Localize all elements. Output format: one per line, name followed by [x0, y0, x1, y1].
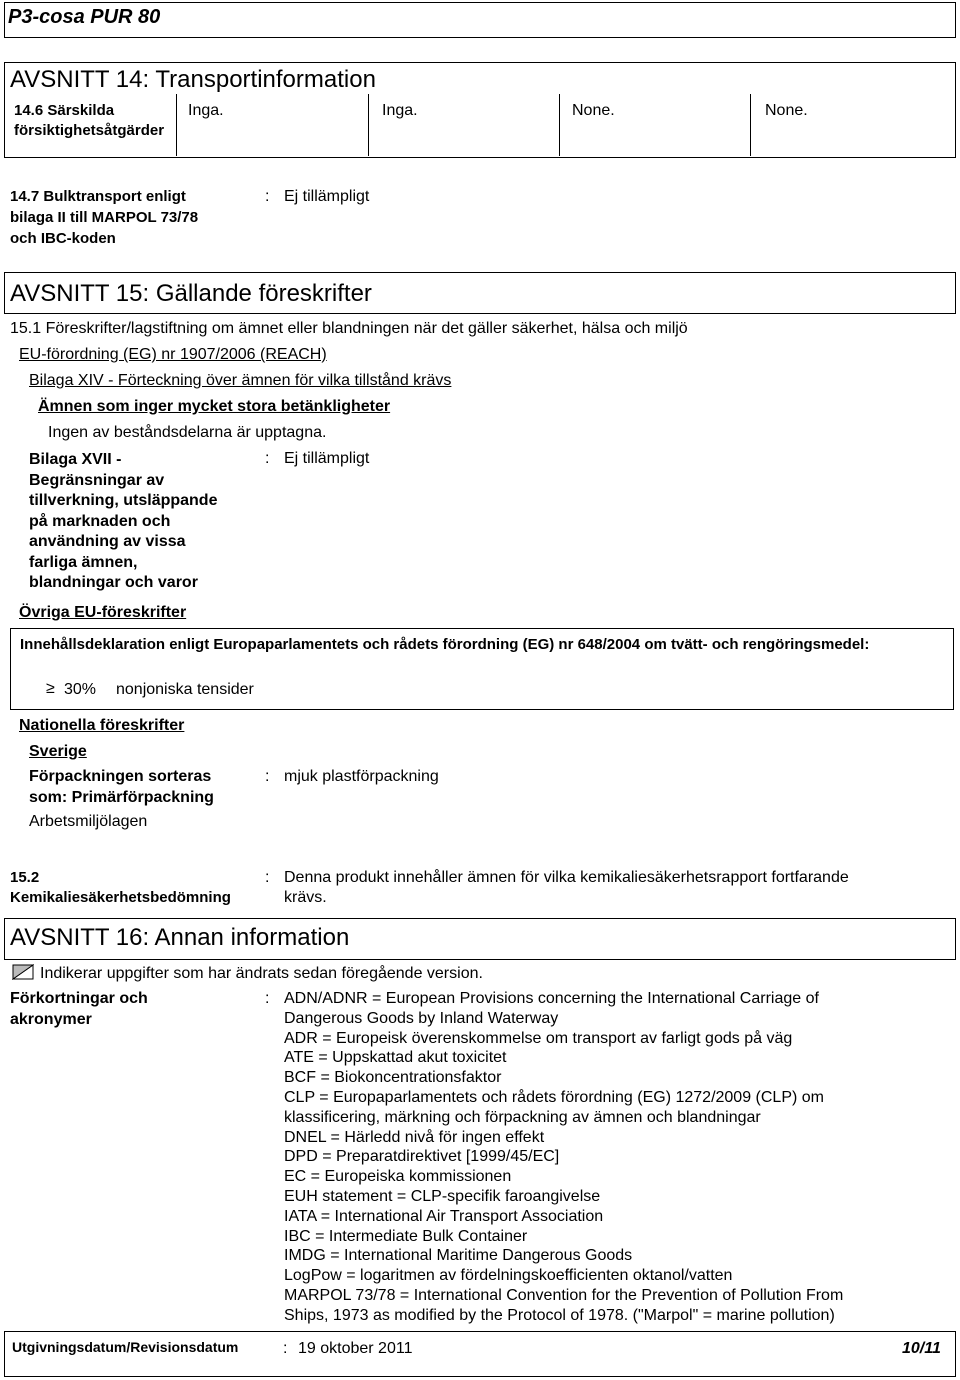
- abbr-item: EC = Europeiska kommissionen: [284, 1168, 512, 1186]
- abbr-item: ADN/ADNR = European Provisions concerning the International Carriage of: [284, 990, 819, 1007]
- annex17-line: på marknaden och: [29, 512, 171, 530]
- annex17-line: farliga ämnen,: [29, 553, 138, 571]
- abbr-item: MARPOL 73/78 = International Convention for the Prevention of Pollution From: [284, 1286, 844, 1304]
- row147-colon: :: [265, 188, 270, 205]
- abbr-label-2: akronymer: [10, 1011, 92, 1028]
- national-heading: Nationella föreskrifter: [19, 717, 185, 734]
- abbr-item: ADR = Europeisk överenskommelse om transport av farligt gods på väg: [284, 1029, 793, 1047]
- detergent-item: nonjoniska tensider: [116, 681, 254, 698]
- annex17-line: Bilaga XVII -: [29, 451, 122, 468]
- section16-title: AVSNITT 16: Annan information: [10, 924, 350, 951]
- annex17-value: Ej tillämpligt: [284, 450, 370, 467]
- s152-label-2: Kemikaliesäkerhetsbedömning: [10, 889, 231, 906]
- row146-c4: None.: [765, 102, 808, 119]
- row146-label-1: 14.6 Särskilda: [14, 102, 115, 119]
- abbr-colon: :: [265, 990, 270, 1007]
- changed-indicator-icon: [12, 964, 34, 980]
- annex17-label: [29, 450, 217, 594]
- abbreviation-list: [284, 989, 843, 1326]
- other-eu-heading: Övriga EU-föreskrifter: [19, 604, 187, 621]
- s152-value-2: krävs.: [284, 889, 327, 906]
- section14-title: AVSNITT 14: Transportinformation: [10, 66, 376, 93]
- row146-c2: Inga.: [382, 102, 418, 119]
- row146-label-2: försiktighetsåtgärder: [14, 122, 165, 139]
- abbr-item: Dangerous Goods by Inland Waterway: [284, 1009, 559, 1027]
- packaging-value: mjuk plastförpackning: [284, 768, 439, 785]
- abbr-item: klassificering, märkning och förpackning av ämnen och blandningar: [284, 1108, 761, 1126]
- footer-colon: :: [283, 1340, 288, 1357]
- sweden-heading: Sverige: [29, 743, 87, 760]
- footer-label: Utgivningsdatum/Revisionsdatum: [12, 1339, 239, 1355]
- row147-value: Ej tillämpligt: [284, 188, 370, 205]
- product-title: P3-cosa PUR 80: [8, 6, 161, 28]
- abbr-item: IBC = Intermediate Bulk Container: [284, 1227, 528, 1245]
- s152-colon: :: [265, 869, 270, 886]
- abbr-item: CLP = Europaparlamentets och rådets förordning (EG) 1272/2009 (CLP) om: [284, 1088, 824, 1106]
- detergent-pct: 30%: [64, 681, 97, 698]
- packaging-label-1: Förpackningen sorteras: [29, 768, 212, 785]
- svhc-heading: Ämnen som inger mycket stora betänkligheter: [38, 398, 391, 415]
- svhc-text: Ingen av beståndsdelarna är upptagna.: [48, 424, 327, 441]
- abbr-item: BCF = Biokoncentrationsfaktor: [284, 1069, 502, 1087]
- abbr-item: Ships, 1973 as modified by the Protocol of 1978. ("Marpol" = marine pollution): [284, 1306, 835, 1324]
- abbr-item: IMDG = International Maritime Dangerous Goods: [284, 1247, 633, 1265]
- page-number: 10/11: [902, 1340, 941, 1357]
- section15-title: AVSNITT 15: Gällande föreskrifter: [10, 280, 372, 307]
- changed-note: Indikerar uppgifter som har ändrats sedan föregående version.: [40, 965, 483, 982]
- packaging-label-2: som: Primärförpackning: [29, 789, 214, 806]
- annex17-line: användning av vissa: [29, 533, 186, 550]
- abbr-item: EUH statement = CLP-specifik faroangivelse: [284, 1187, 601, 1205]
- annex14-heading: Bilaga XIV - Förteckning över ämnen för vilka tillstånd krävs: [29, 372, 452, 389]
- annex17-line: Begränsningar av: [29, 471, 165, 489]
- abbr-item: IATA = International Air Transport Association: [284, 1207, 604, 1225]
- row147-label-3: och IBC-koden: [10, 230, 116, 247]
- annex17-colon: :: [265, 450, 270, 467]
- reach-heading: EU-förordning (EG) nr 1907/2006 (REACH): [19, 346, 327, 363]
- row146-c3: None.: [572, 102, 615, 119]
- s151-heading: 15.1 Föreskrifter/lagstiftning om ämnet eller blandningen när det gäller säkerhet, hälsa och miljö: [10, 320, 688, 337]
- row147-label-1: 14.7 Bulktransport enligt: [10, 188, 186, 205]
- packaging-colon: :: [265, 768, 270, 785]
- detergent-heading: Innehållsdeklaration enligt Europaparlamentets och rådets förordning (EG) nr 648/2004 om tvätt- och rengöringsmedel:: [20, 636, 870, 653]
- abbr-item: DPD = Preparatdirektivet [1999/45/EC]: [284, 1148, 560, 1166]
- row147-label-2: bilaga II till MARPOL 73/78: [10, 209, 199, 226]
- abbr-label-1: Förkortningar och: [10, 990, 148, 1007]
- s152-label-1: 15.2: [10, 869, 40, 886]
- ge-symbol: ≥: [46, 680, 55, 697]
- annex17-line: blandningar och varor: [29, 574, 198, 591]
- abbr-item: LogPow = logaritmen av fördelningskoefficienten oktanol/vatten: [284, 1267, 733, 1285]
- row146-c1: Inga.: [188, 102, 224, 119]
- abbr-item: ATE = Uppskattad akut toxicitet: [284, 1049, 507, 1067]
- work-env-heading: Arbetsmiljölagen: [29, 813, 148, 830]
- s152-value-1: Denna produkt innehåller ämnen för vilka kemikaliesäkerhetsrapport fortfarande: [284, 869, 849, 886]
- annex17-line: tillverkning, utsläppande: [29, 492, 218, 509]
- abbr-item: DNEL = Härledd nivå för ingen effekt: [284, 1128, 545, 1146]
- footer-date: 19 oktober 2011: [298, 1340, 413, 1357]
